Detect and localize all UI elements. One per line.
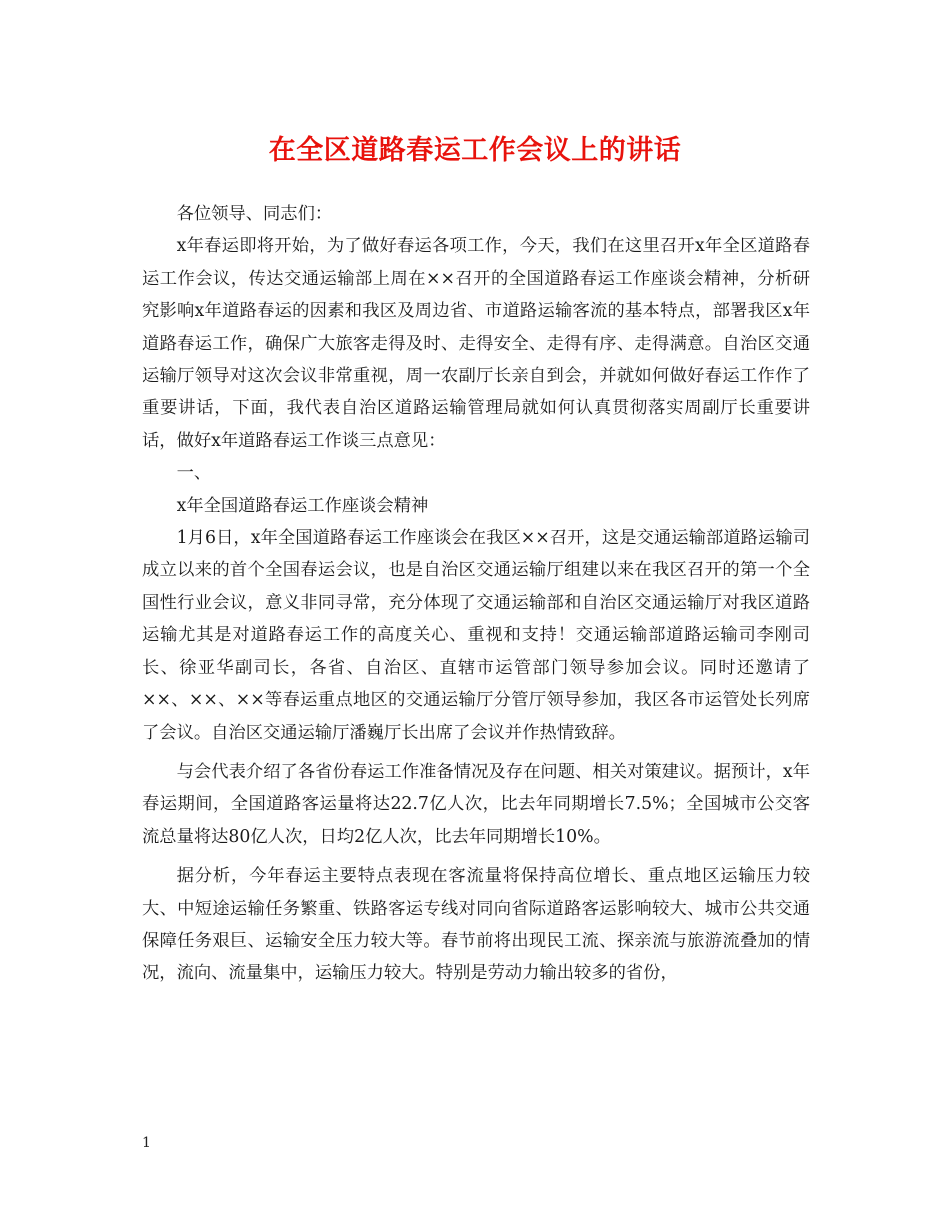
paragraph-intro: x年春运即将开始，为了做好春运各项工作，今天，我们在这里召开x年全区道路春运工作会议，传达交通运输部上周在××召开的全国道路春运工作座谈会精神，分析研究影响x年道路春运的因素和我区及周边省、市道路运输客流的基本特点，部署我区x年道路春运工作，确保广大旅客走得及时、走得安全、走得有序、走得满意。自治区交通运输厅领导对这次会议非常重视，周一农副厅长亲自到会，并就如何做好春运工作作了重要讲话，下面，我代表自治区道路运输管理局就如何认真贯彻落实周副厅长重要讲话，做好x年道路春运工作谈三点意见： [142, 236, 810, 451]
document-title: 在全区道路春运工作会议上的讲话 [268, 135, 682, 166]
section-number: 一、 [176, 463, 212, 484]
section-heading: x年全国道路春运工作座谈会精神 [176, 495, 429, 516]
paragraph-forecast: 与会代表介绍了各省份春运工作准备情况及存在问题、相关对策建议。据预计，x年春运期间，全国道路客运量将达22.7亿人次，比去年同期增长7.5%；全国城市公交客流总量将达80亿人次，日均2亿人次，比去年同期增长10%。 [142, 761, 810, 847]
page-number: 1 [142, 1135, 151, 1151]
document-body [142, 198, 810, 990]
salutation: 各位领导、同志们： [176, 204, 333, 224]
paragraph-meeting: 1月6日，x年全国道路春运工作座谈会在我区××召开，这是交通运输部道路运输司成立以来的首个全国春运会议，也是自治区交通运输厅组建以来在我区召开的第一个全国性行业会议，意义非同寻常，充分体现了交通运输部和自治区交通运输厅对我区道路运输尤其是对道路春运工作的高度关心、重视和支持！交通运输部道路运输司李刚司长、徐亚华副司长，各省、自治区、直辖市运管部门领导参加会议。同时还邀请了××、××、××等春运重点地区的交通运输厅分管厅领导参加，我区各市运管处长列席了会议。自治区交通运输厅潘巍厅长出席了会议并作热情致辞。 [142, 528, 810, 743]
paragraph-analysis: 据分析，今年春运主要特点表现在客流量将保持高位增长、重点地区运输压力较大、中短途运输任务繁重、铁路客运专线对同向省际道路客运影响较大、城市公共交通保障任务艰巨、运输安全压力较大等。春节前将出现民工流、探亲流与旅游流叠加的情况，流向、流量集中，运输压力较大。特别是劳动力输出较多的省份， [142, 866, 810, 984]
